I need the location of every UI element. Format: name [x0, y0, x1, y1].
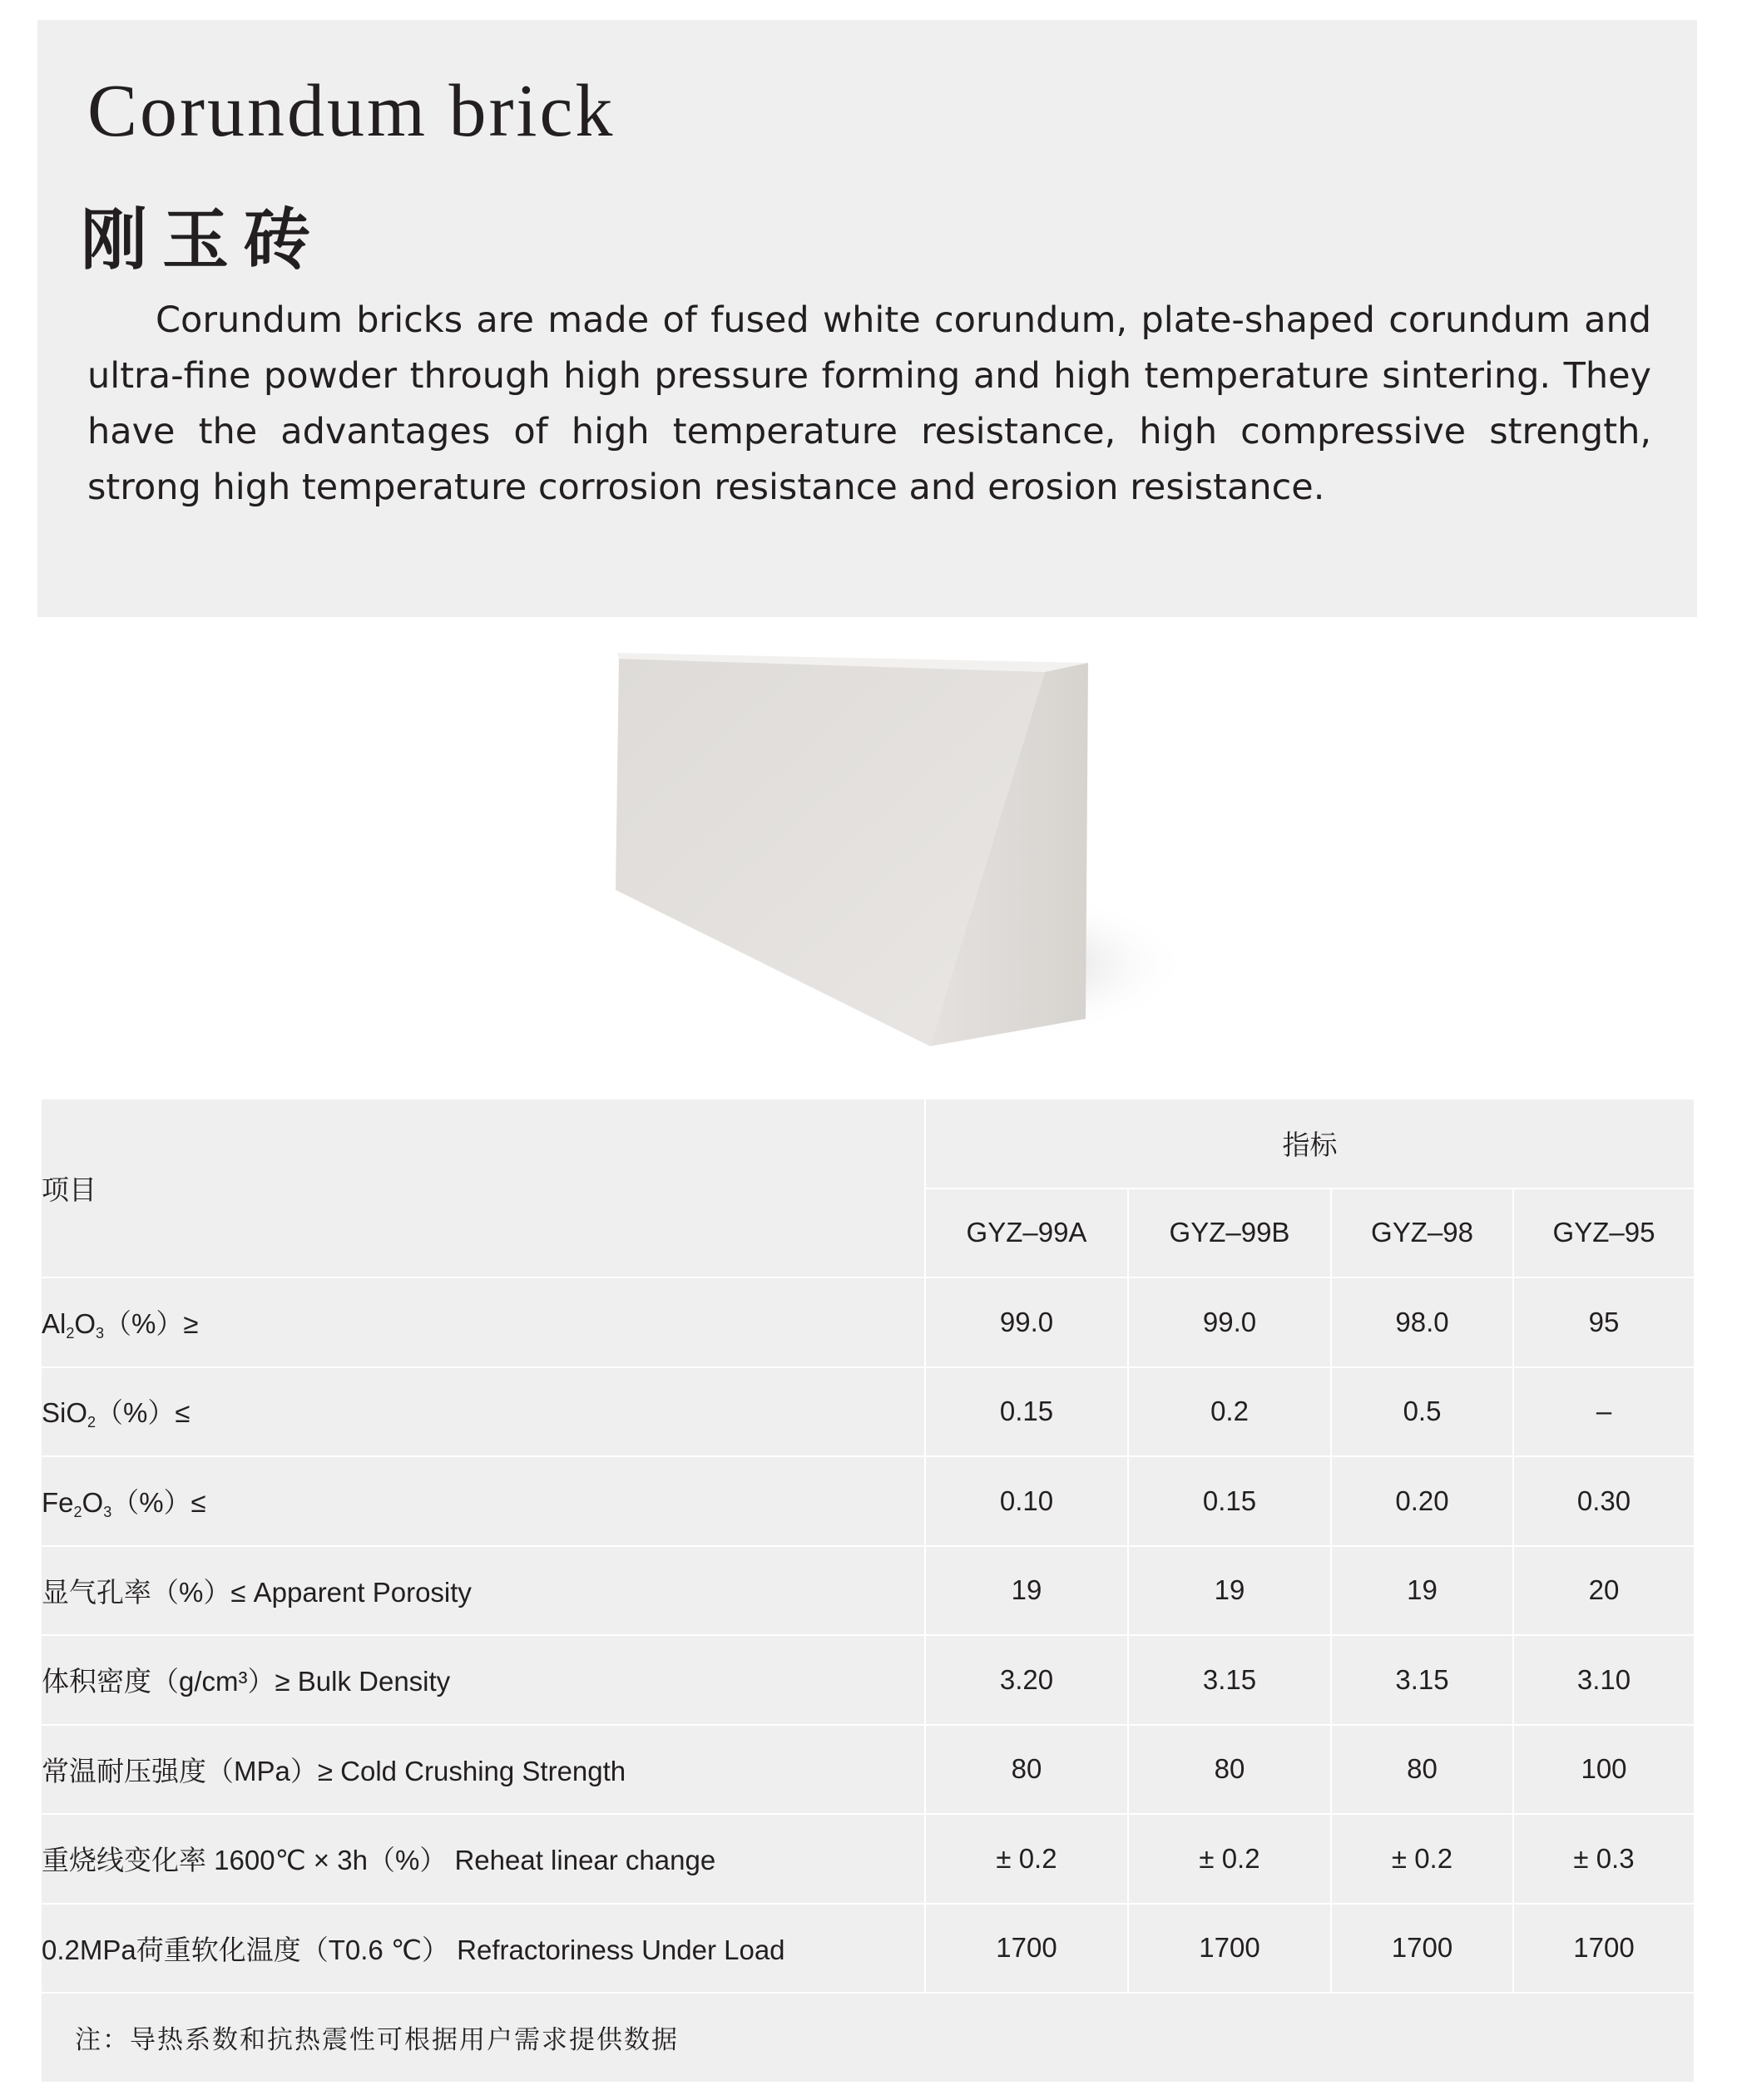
- table-cell: 0.20: [1331, 1456, 1513, 1546]
- table-cell: 80: [1128, 1725, 1331, 1815]
- table-row: [41, 1546, 1695, 1636]
- title-chinese: 刚玉砖: [81, 201, 325, 279]
- row-label-bulk-density: 体积密度（g/cm³）≥ Bulk Density: [41, 1635, 925, 1725]
- table-cell: 1700: [1128, 1904, 1331, 1994]
- corundum-brick-image: [582, 640, 1248, 1056]
- table-note-row: [41, 1993, 1695, 2083]
- table-cell: 3.10: [1513, 1635, 1695, 1725]
- title-english: Corundum brick: [87, 70, 616, 152]
- table-cell: 3.20: [925, 1635, 1128, 1725]
- table-cell: ± 0.3: [1513, 1814, 1695, 1904]
- row-label-porosity: 显气孔率（%）≤ Apparent Porosity: [41, 1546, 925, 1636]
- table-cell: 100: [1513, 1725, 1695, 1815]
- table-cell: 3.15: [1128, 1635, 1331, 1725]
- table-cell: 0.15: [1128, 1456, 1331, 1546]
- table-cell: 0.15: [925, 1367, 1128, 1457]
- table-row: [41, 1456, 1695, 1546]
- row-label-refractoriness: 0.2MPa荷重软化温度（T0.6 ℃） Refractoriness Under Load: [41, 1904, 925, 1994]
- table-cell: 20: [1513, 1546, 1695, 1636]
- table-cell: 1700: [1513, 1904, 1695, 1994]
- intro-panel: [37, 20, 1697, 617]
- item-header: 项目: [41, 1099, 925, 1277]
- table-cell: 80: [1331, 1725, 1513, 1815]
- row-label-crushing-strength: 常温耐压强度（MPa）≥ Cold Crushing Strength: [41, 1725, 925, 1815]
- table-row: [41, 1277, 1695, 1367]
- table-row: [41, 1904, 1695, 1994]
- table-cell: ± 0.2: [925, 1814, 1128, 1904]
- table-cell: 99.0: [925, 1277, 1128, 1367]
- product-description: Corundum bricks are made of fused white corundum, plate-shaped corundum and ultra-fine powder through high pressure forming and high temperature sintering. They have the advantages of high temperature resistance, high compressive strength, strong high temperature corrosion resistance and erosion resistance.: [87, 299, 1651, 508]
- row-label-sio2: SiO$_2$（%）≤: [41, 1367, 925, 1457]
- table-cell: 0.5: [1331, 1367, 1513, 1457]
- spec-table: [40, 1098, 1695, 2083]
- table-cell: 98.0: [1331, 1277, 1513, 1367]
- grade-header: GYZ–99B: [1128, 1188, 1331, 1278]
- table-cell: 19: [1128, 1546, 1331, 1636]
- row-label-al2o3: $Al_2O_3(\%)\ge$: [41, 1277, 925, 1367]
- grade-header: GYZ–98: [1331, 1188, 1513, 1278]
- table-cell: 0.2: [1128, 1367, 1331, 1457]
- grade-header: GYZ–99A: [925, 1188, 1128, 1278]
- table-cell: 19: [925, 1546, 1128, 1636]
- row-label-fe2o3: $Fe_2O_3(\%)\le$: [41, 1456, 925, 1546]
- table-cell: ± 0.2: [1128, 1814, 1331, 1904]
- table-cell: 95: [1513, 1277, 1695, 1367]
- index-header: 指标: [925, 1099, 1695, 1188]
- table-cell: 19: [1331, 1546, 1513, 1636]
- table-row: [41, 1725, 1695, 1815]
- table-cell: 80: [925, 1725, 1128, 1815]
- table-row: [41, 1367, 1695, 1457]
- table-cell: 0.10: [925, 1456, 1128, 1546]
- table-row: [41, 1635, 1695, 1725]
- table-cell: ± 0.2: [1331, 1814, 1513, 1904]
- table-row: [41, 1814, 1695, 1904]
- table-cell: 99.0: [1128, 1277, 1331, 1367]
- table-cell: –: [1513, 1367, 1695, 1457]
- table-cell: 3.15: [1331, 1635, 1513, 1725]
- table-cell: 1700: [925, 1904, 1128, 1994]
- row-label-reheat-change: 重烧线变化率 1600℃ × 3h（%） Reheat linear change: [41, 1814, 925, 1904]
- table-cell: 0.30: [1513, 1456, 1695, 1546]
- table-cell: 1700: [1331, 1904, 1513, 1994]
- grade-header: GYZ–95: [1513, 1188, 1695, 1278]
- table-note: 注：导热系数和抗热震性可根据用户需求提供数据: [41, 1993, 1695, 2083]
